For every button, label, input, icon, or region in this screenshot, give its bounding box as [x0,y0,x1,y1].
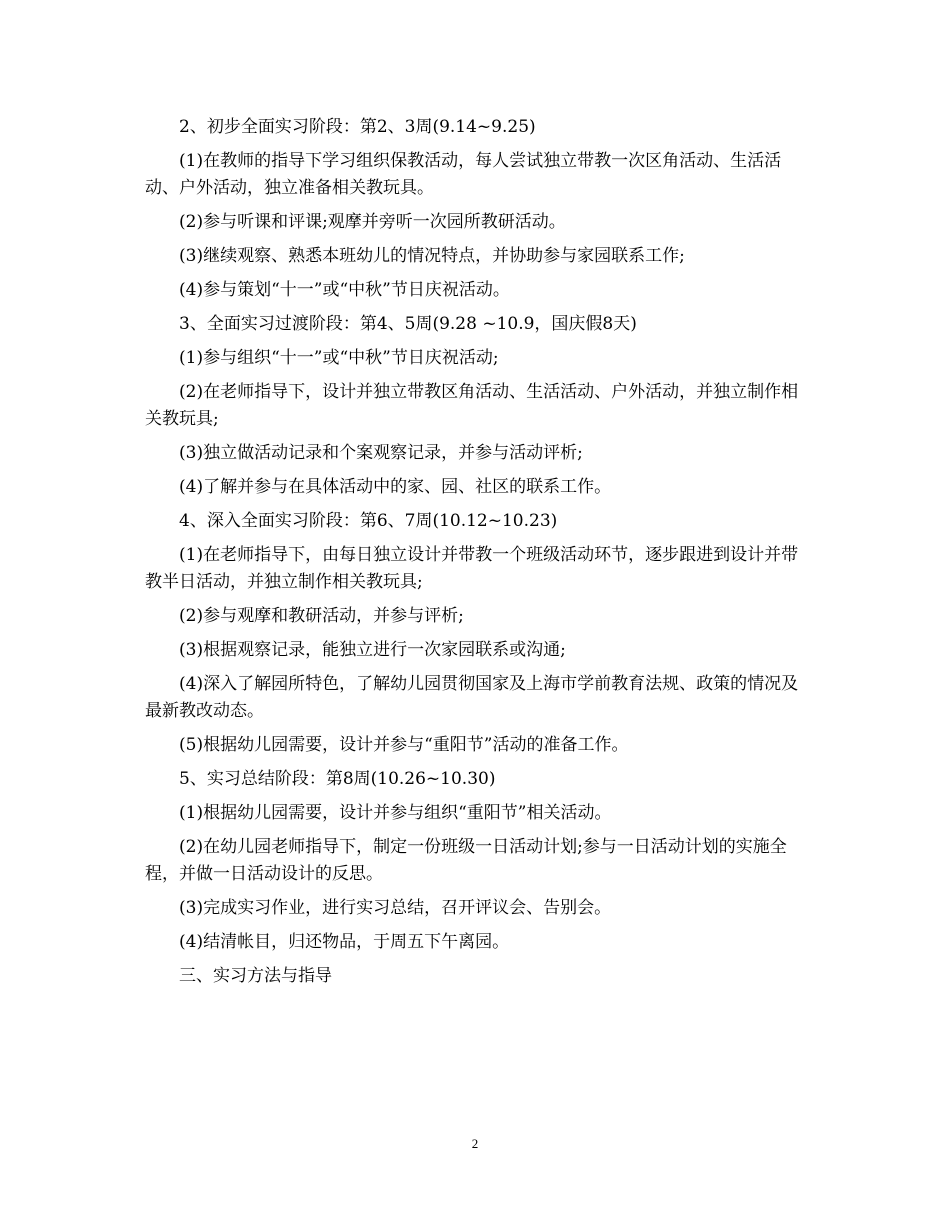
paragraph-stage-4-item-3: (3)根据观察记录，能独立进行一次家园联系或沟通; [179,640,566,660]
paragraph-stage-2-item-4: (4)参与策划“十一”或“中秋”节日庆祝活动。 [179,280,510,300]
paragraph-stage-5-item-1: (1)根据幼儿园需要，设计并参与组织“重阳节”相关活动。 [179,803,612,823]
paragraph-stage-5-item-3: (3)完成实习作业，进行实习总结，召开评议会、告别会。 [179,898,612,918]
paragraph-stage-2-item-2: (2)参与听课和评课;观摩并旁听一次园所教研活动。 [179,212,566,232]
paragraph-stage-4-item-2: (2)参与观摩和教研活动，并参与评析; [179,606,464,626]
paragraph-stage-4-item-5: (5)根据幼儿园需要，设计并参与“重阳节”活动的准备工作。 [179,735,629,755]
section-heading-stage-5: 5、实习总结阶段：第8周(10.26~10.30) [179,769,496,789]
section-heading-stage-4: 4、深入全面实习阶段：第6、7周(10.12~10.23) [179,511,558,531]
section-heading-methods: 三、实习方法与指导 [179,966,332,986]
paragraph-stage-5-item-2: (2)在幼儿园老师指导下，制定一份班级一日活动计划;参与一日活动计划的实施全程，并做一日活动设计的反思。 [145,837,787,884]
paragraph-stage-5-item-4: (4)结清帐目，归还物品，于周五下午离园。 [179,932,510,952]
paragraph-stage-3-item-1: (1)参与组织“十一”或“中秋”节日庆祝活动; [179,348,499,368]
section-heading-stage-3: 3、全面实习过渡阶段：第4、5周(9.28 ~10.9，国庆假8天) [179,314,637,334]
paragraph-stage-3-item-2: (2)在老师指导下，设计并独立带教区角活动、生活活动、户外活动，并独立制作相关教玩具; [145,382,799,429]
paragraph-stage-4-item-1: (1)在老师指导下，由每日独立设计并带教一个班级活动环节，逐步跟进到设计并带教半日活动，并独立制作相关教玩具; [145,545,799,592]
paragraph-stage-4-item-4: (4)深入了解园所特色，了解幼儿园贯彻国家及上海市学前教育法规、政策的情况及最新教改动态。 [145,674,799,721]
paragraph-stage-2-item-3: (3)继续观察、熟悉本班幼儿的情况特点，并协助参与家园联系工作; [179,246,685,266]
section-heading-stage-2: 2、初步全面实习阶段：第2、3周(9.14~9.25) [179,117,536,137]
paragraph-stage-3-item-4: (4)了解并参与在具体活动中的家、园、社区的联系工作。 [179,477,612,497]
page-number: 2 [471,1136,479,1151]
paragraph-stage-3-item-3: (3)独立做活动记录和个案观察记录，并参与活动评析; [179,443,583,463]
document-body [145,114,810,997]
paragraph-stage-2-item-1: (1)在教师的指导下学习组织保教活动，每人尝试独立带教一次区角活动、生活活动、户外活动，独立准备相关教玩具。 [145,151,782,198]
